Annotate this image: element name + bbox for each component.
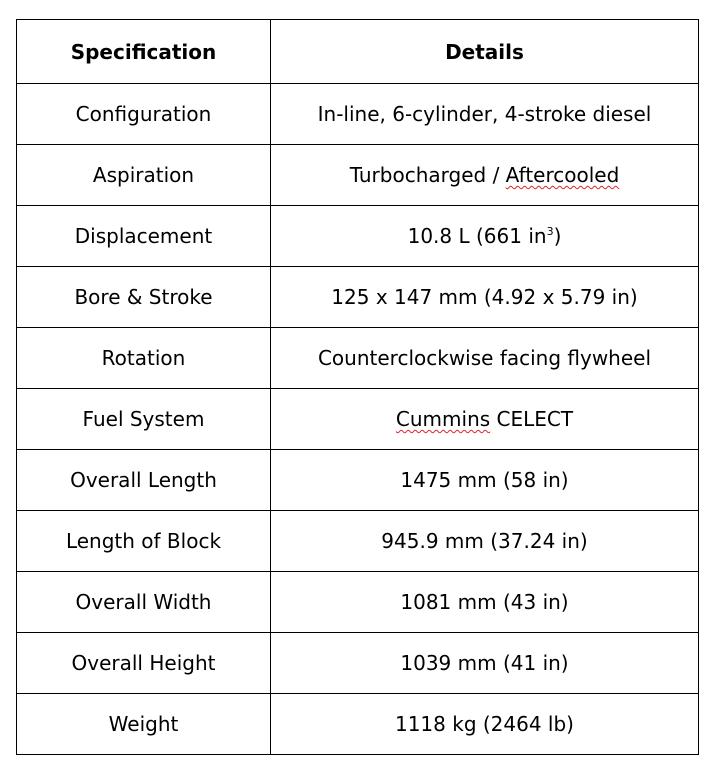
spec-cell: Displacement (17, 206, 271, 267)
spec-cell: Overall Height (17, 633, 271, 694)
table-row (17, 84, 699, 145)
table-row (17, 450, 699, 511)
header-details: Details (271, 20, 699, 84)
header-specification: Specification (17, 20, 271, 84)
table-row (17, 511, 699, 572)
spec-cell: Weight (17, 694, 271, 755)
table-row (17, 389, 699, 450)
table-row (17, 694, 699, 755)
specification-table (16, 19, 699, 755)
spec-cell: Rotation (17, 328, 271, 389)
spec-cell: Overall Length (17, 450, 271, 511)
spec-cell: Fuel System (17, 389, 271, 450)
table-row (17, 206, 699, 267)
table-row (17, 572, 699, 633)
details-cell: 1118 kg (2464 lb) (271, 694, 699, 755)
spec-cell: Length of Block (17, 511, 271, 572)
details-cell: In-line, 6-cylinder, 4-stroke diesel (271, 84, 699, 145)
table-row (17, 145, 699, 206)
spec-cell: Configuration (17, 84, 271, 145)
header-row (17, 20, 699, 84)
superscript-exponent: 3 (546, 225, 554, 238)
spellcheck-flagged-word: Aftercooled (505, 163, 620, 187)
details-cell: 945.9 mm (37.24 in) (271, 511, 699, 572)
spellcheck-flagged-word: Cummins (395, 407, 491, 431)
spec-cell: Bore & Stroke (17, 267, 271, 328)
spec-cell: Overall Width (17, 572, 271, 633)
details-text-suffix: ) (553, 224, 562, 248)
details-cell (271, 206, 699, 267)
details-cell: 125 x 147 mm (4.92 x 5.79 in) (271, 267, 699, 328)
details-cell (271, 145, 699, 206)
details-cell: 1475 mm (58 in) (271, 450, 699, 511)
details-text: Turbocharged / (349, 163, 506, 187)
details-cell: Counterclockwise facing flywheel (271, 328, 699, 389)
details-cell (271, 389, 699, 450)
details-text-suffix: CELECT (490, 407, 574, 431)
table-row (17, 633, 699, 694)
spec-cell: Aspiration (17, 145, 271, 206)
details-cell: 1039 mm (41 in) (271, 633, 699, 694)
details-text: 10.8 L (661 in (407, 224, 547, 248)
table-row (17, 267, 699, 328)
details-cell: 1081 mm (43 in) (271, 572, 699, 633)
table-row (17, 328, 699, 389)
